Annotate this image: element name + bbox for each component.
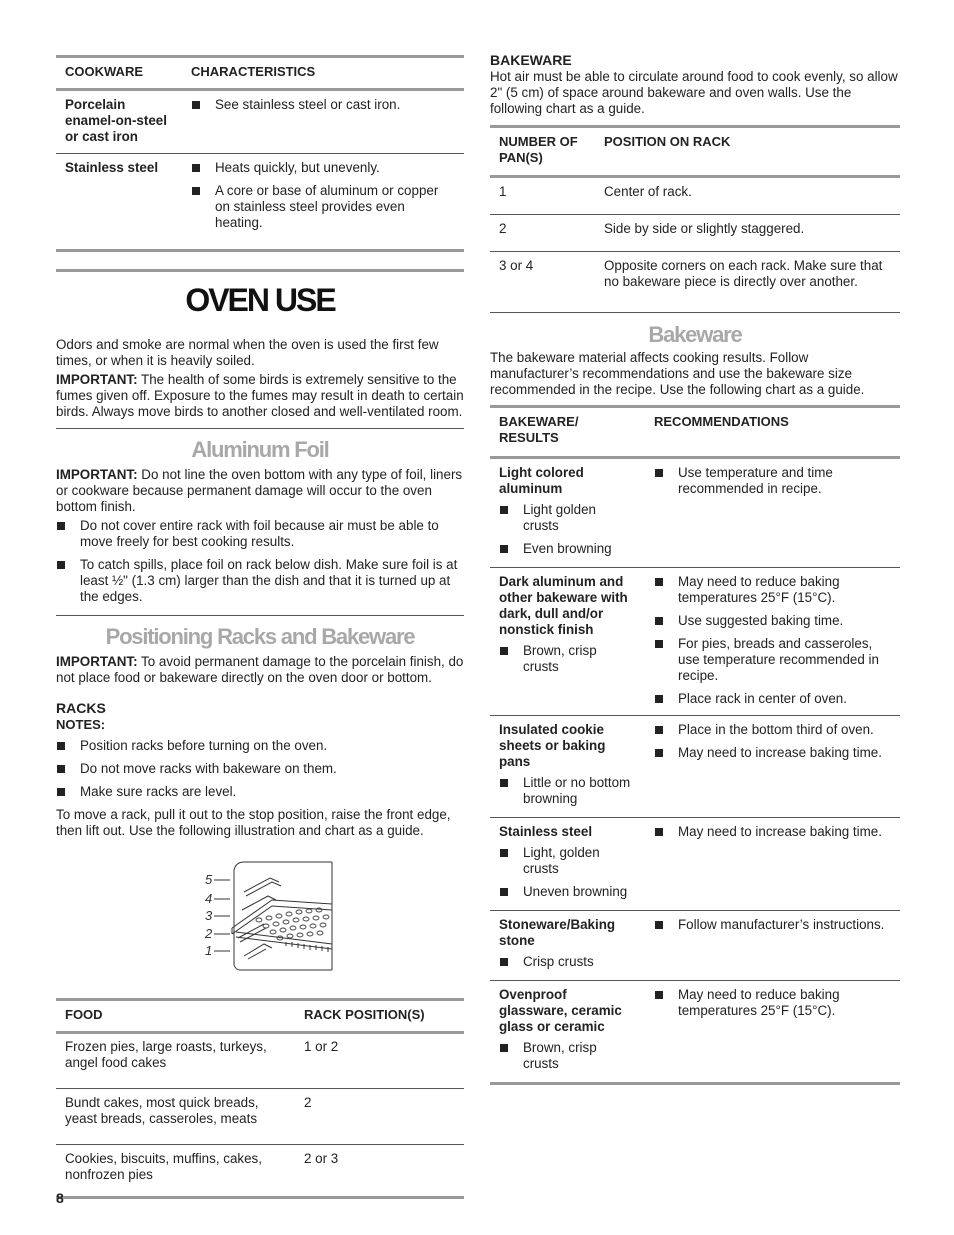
divider (56, 269, 464, 272)
results-list (499, 954, 631, 970)
cookware-name: Stainless steel (65, 160, 159, 175)
bullet-icon (57, 522, 65, 530)
results-list (499, 1040, 631, 1072)
bakeware-name: Stainless steel (499, 824, 593, 839)
list-item: May need to reduce baking temperatures 25°F (15°C). (654, 574, 891, 606)
list-item: Even browning (499, 541, 631, 557)
position-cell: 2 or 3 (304, 1151, 339, 1166)
list-item: Heats quickly, but unevenly. (191, 160, 455, 176)
bakeware-placement-text: Hot air must be able to circulate around food to cook evenly, so allow 2" (5 cm) of space around bakeware and oven walls. Use the following chart as a guide. (490, 69, 898, 116)
rack-label: 1 (205, 943, 213, 958)
position-cell: 2 (304, 1095, 312, 1110)
list-item: May need to increase baking time. (654, 745, 891, 761)
rack-instructions: To move a rack, pull it out to the stop position, raise the front edge, then lift out. Use the following illustration and chart as a guide. (56, 807, 451, 838)
position-cell: 1 or 2 (304, 1039, 339, 1054)
rack-label: 3 (205, 908, 213, 923)
results-list (499, 643, 631, 675)
rack-position-header: RACK POSITION(S) (304, 1007, 425, 1022)
table-row (56, 1145, 464, 1198)
table-row (56, 90, 464, 154)
table-row (490, 981, 900, 1084)
list-item: May need to reduce baking temperatures 25°F (15°C). (654, 987, 891, 1019)
results-list (499, 845, 631, 900)
list-item: Follow manufacturer’s instructions. (654, 917, 891, 933)
divider (56, 615, 464, 616)
racks-heading: RACKS (56, 700, 106, 716)
oven-use-intro: Odors and smoke are normal when the oven is used the first few times, or when it is heavily soiled. (56, 337, 439, 368)
oven-rack-diagram (204, 860, 336, 990)
characteristics-header: CHARACTERISTICS (191, 64, 316, 79)
bullet-icon (192, 101, 200, 109)
bullet-icon (655, 578, 663, 586)
results-list (499, 775, 631, 807)
list-item: Crisp crusts (499, 954, 631, 970)
bullet-icon (655, 469, 663, 477)
recommendations-list (654, 722, 891, 761)
pans-cell: 2 (499, 221, 507, 236)
bullet-icon (192, 164, 200, 172)
characteristics-list (191, 160, 455, 231)
table-row (490, 458, 900, 568)
pans-cell: 1 (499, 184, 507, 199)
bullet-icon (655, 640, 663, 648)
food-cell: Cookies, biscuits, muffins, cakes, nonfrozen pies (65, 1151, 262, 1182)
right-column (490, 0, 900, 1085)
pans-cell: 3 or 4 (499, 258, 534, 273)
table-row (490, 252, 900, 313)
oven-use-important: IMPORTANT: The health of some birds is extremely sensitive to the fumes given off. Exposure to the fumes may result in death to certain birds. Always move birds to another closed and well-ventilated room. (56, 372, 464, 419)
list-item: Position racks before turning on the oven. (56, 738, 464, 754)
list-item: Place in the bottom third of oven. (654, 722, 891, 738)
left-column (56, 0, 464, 1182)
recommendations-header: RECOMMENDATIONS (654, 414, 789, 429)
notes-list (56, 738, 464, 800)
bakeware-name: Ovenproof glassware, ceramic glass or ceramic (499, 987, 622, 1034)
bakeware-text: The bakeware material affects cooking results. Follow manufacturer’s recommendations and use the bakeware size recommended in the recipe. Use the following chart as a guide. (490, 350, 865, 397)
list-item: Do not move racks with bakeware on them. (56, 761, 464, 777)
table-row (490, 568, 900, 716)
bullet-icon (500, 1044, 508, 1052)
results-list (499, 502, 631, 557)
bullet-icon (655, 921, 663, 929)
bullet-icon (655, 828, 663, 836)
food-table (56, 998, 464, 1199)
position-cell: Opposite corners on each rack. Make sure that no bakeware piece is directly over another. (604, 258, 883, 289)
position-cell: Side by side or slightly staggered. (604, 221, 805, 236)
bullet-icon (655, 749, 663, 757)
bullet-icon (655, 695, 663, 703)
foil-bullets (56, 518, 464, 605)
section-title-positioning: Positioning Racks and Bakeware (105, 624, 415, 649)
list-item: Brown, crisp crusts (499, 643, 631, 675)
bakeware-results-header: BAKEWARE/ RESULTS (499, 414, 579, 445)
rack-label: 2 (205, 926, 213, 941)
rack-label: 4 (205, 891, 213, 906)
food-cell: Bundt cakes, most quick breads, yeast breads, casseroles, meats (65, 1095, 259, 1126)
table-row (56, 1033, 464, 1089)
table-row (56, 1089, 464, 1145)
list-item: A core or base of aluminum or copper on stainless steel provides even heating. (191, 183, 455, 231)
cookware-header: COOKWARE (65, 64, 143, 79)
page-number: 8 (56, 1190, 64, 1206)
table-row (490, 911, 900, 981)
notes-heading: NOTES: (56, 717, 106, 732)
table-row (490, 818, 900, 911)
list-item: Light golden crusts (499, 502, 631, 534)
list-item: To catch spills, place foil on rack below dish. Make sure foil is at least ½" (1.3 cm) larger than the dish and that it is turned up at the edges. (56, 557, 464, 605)
section-title-aluminum-foil: Aluminum Foil (191, 437, 329, 462)
rack-label: 5 (205, 872, 213, 887)
table-row (490, 215, 900, 252)
position-header: POSITION ON RACK (604, 134, 731, 149)
pan-position-table (490, 125, 900, 313)
list-item: See stainless steel or cast iron. (191, 97, 455, 113)
food-header: FOOD (65, 1007, 103, 1022)
bakeware-name: Insulated cookie sheets or baking pans (499, 722, 606, 769)
list-item: Place rack in center of oven. (654, 691, 891, 707)
list-item: Uneven browning (499, 884, 631, 900)
bakeware-table (490, 405, 900, 1085)
bakeware-name: Dark aluminum and other bakeware with dark, dull and/or nonstick finish (499, 574, 628, 637)
recommendations-list (654, 465, 891, 497)
cookware-name: Porcelain enamel-on-steel or cast iron (65, 97, 167, 144)
table-row (56, 154, 464, 251)
recommendations-list (654, 987, 891, 1019)
bullet-icon (57, 788, 65, 796)
list-item: Make sure racks are level. (56, 784, 464, 800)
bullet-icon (655, 991, 663, 999)
bullet-icon (500, 958, 508, 966)
bakeware-placement-heading: BAKEWARE (490, 52, 572, 68)
bullet-icon (655, 617, 663, 625)
bakeware-name: Light colored aluminum (499, 465, 584, 496)
foil-important: IMPORTANT: Do not line the oven bottom with any type of foil, liners or cookware because permanent damage will occur to the oven bottom finish. (56, 467, 463, 514)
list-item: May need to increase baking time. (654, 824, 891, 840)
bullet-icon (57, 765, 65, 773)
bullet-icon (500, 849, 508, 857)
section-title-bakeware: Bakeware (648, 322, 742, 347)
list-item: Light, golden crusts (499, 845, 631, 877)
bullet-icon (500, 506, 508, 514)
list-item: Little or no bottom browning (499, 775, 631, 807)
list-item: Use suggested baking time. (654, 613, 891, 629)
recommendations-list (654, 574, 891, 707)
bullet-icon (57, 561, 65, 569)
table-row (490, 177, 900, 215)
bullet-icon (192, 187, 200, 195)
bakeware-name: Stoneware/Baking stone (499, 917, 616, 948)
divider (56, 428, 464, 429)
pans-header: NUMBER OF PAN(S) (499, 134, 578, 165)
positioning-important: IMPORTANT: To avoid permanent damage to the porcelain finish, do not place food or bakeware directly on the oven door or bottom. (56, 654, 464, 685)
list-item: Do not cover entire rack with foil because air must be able to move freely for best cooking results. (56, 518, 464, 550)
list-item: Brown, crisp crusts (499, 1040, 631, 1072)
position-cell: Center of rack. (604, 184, 692, 199)
recommendations-list (654, 824, 891, 840)
page-title: OVEN USE (185, 282, 335, 318)
table-row (490, 716, 900, 818)
cookware-table (56, 55, 464, 252)
bullet-icon (500, 647, 508, 655)
bullet-icon (500, 888, 508, 896)
rack-illustration (204, 860, 336, 990)
recommendations-list (654, 917, 891, 933)
bullet-icon (57, 742, 65, 750)
bullet-icon (500, 545, 508, 553)
bullet-icon (655, 726, 663, 734)
characteristics-list (191, 97, 455, 113)
list-item: For pies, breads and casseroles, use temperature recommended in recipe. (654, 636, 891, 684)
bullet-icon (500, 779, 508, 787)
list-item: Use temperature and time recommended in recipe. (654, 465, 891, 497)
food-cell: Frozen pies, large roasts, turkeys, angel food cakes (65, 1039, 267, 1070)
